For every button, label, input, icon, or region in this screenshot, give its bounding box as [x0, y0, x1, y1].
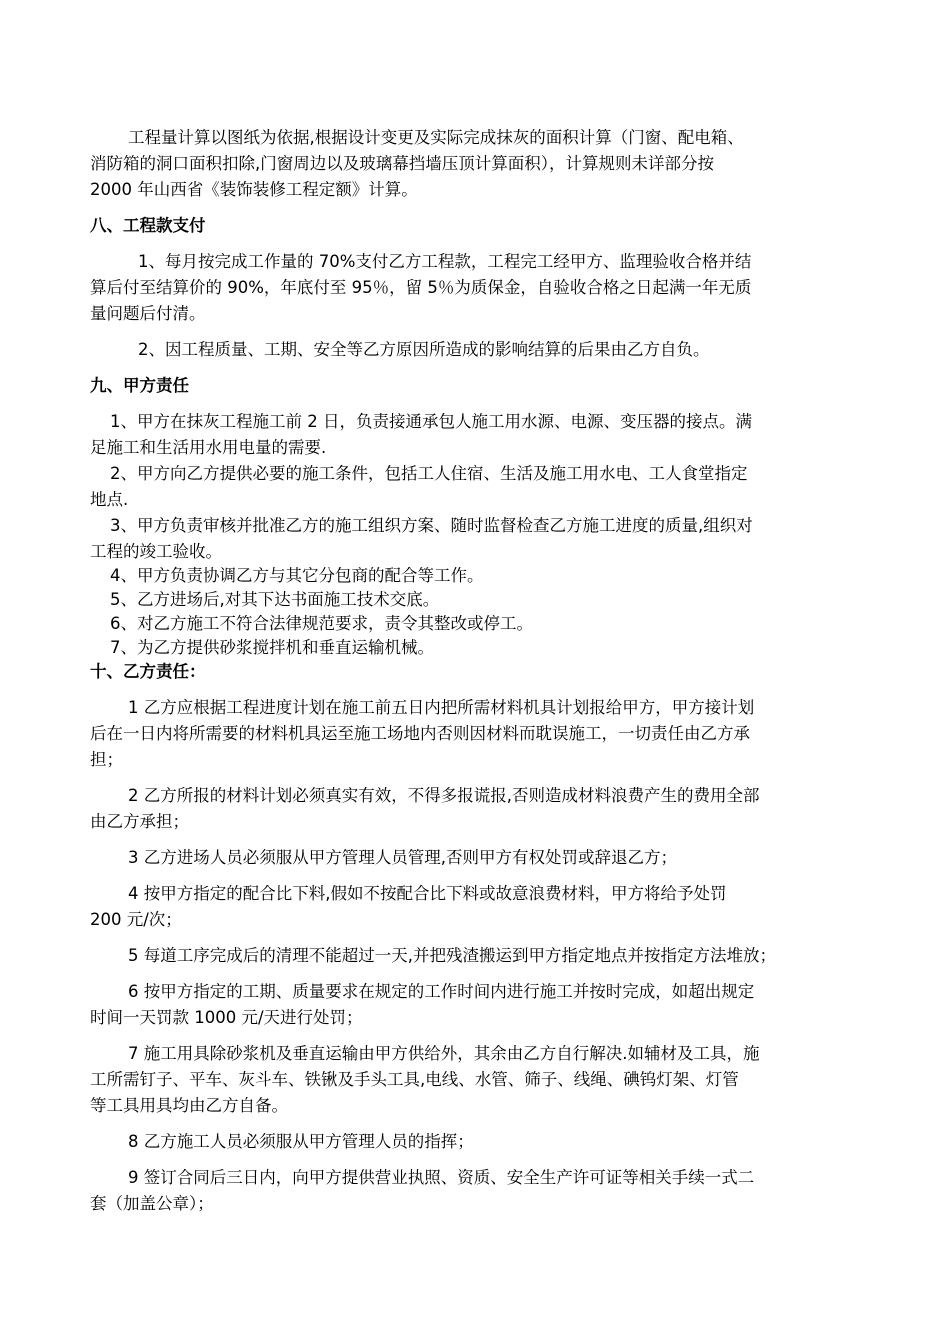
- section-10-line: 等工具用具均由乙方自备。: [90, 1096, 288, 1115]
- section-10-line: 4 按甲方指定的配合比下料,假如不按配合比下料或故意浪费材料，甲方将给予处罚: [128, 884, 727, 903]
- section-10-line: 5 每道工序完成后的清理不能超过一天,并把残渣搬运到甲方指定地点并按指定方法堆放；: [128, 946, 776, 965]
- section-8-heading: 八、工程款支付: [90, 216, 206, 235]
- section-10-line: 6 按甲方指定的工期、质量要求在规定的工作时间内进行施工并按时完成，如超出规定: [128, 982, 755, 1001]
- section-9-line: 1、甲方在抹灰工程施工前 2 日，负责接通承包人施工用水源、电源、变压器的接点。满: [110, 412, 752, 431]
- section-10-line: 7 施工用具除砂浆机及垂直运输由甲方供给外，其余由乙方自行解决.如辅材及工具，施: [128, 1044, 760, 1063]
- section-9-line: 工程的竣工验收。: [90, 542, 222, 561]
- section-8-item-1-line: 算后付至结算价的 90%，年底付至 95％，留 5％为质保金，自验收合格之日起满一年无质: [90, 278, 752, 297]
- section-9-line: 4、甲方负责协调乙方与其它分包商的配合等工作。: [110, 566, 484, 585]
- intro-line: 消防箱的洞口面积扣除,门窗周边以及玻璃幕挡墙压顶计算面积），计算规则未详部分按: [90, 154, 714, 173]
- section-9-line: 2、甲方向乙方提供必要的施工条件，包括工人住宿、生活及施工用水电、工人食堂指定: [110, 464, 748, 483]
- section-8-item-1-line: 1、每月按完成工作量的 70%支付乙方工程款，工程完工经甲方、监理验收合格并结: [138, 252, 752, 271]
- section-10-line: 3 乙方进场人员必须服从甲方管理人员管理,否则甲方有权处罚或辞退乙方；: [128, 848, 677, 867]
- section-10-line: 时间一天罚款 1000 元/天进行处罚；: [90, 1008, 363, 1027]
- section-10-line: 工所需钉子、平车、灰斗车、铁锹及手头工具,电线、水管、筛子、线绳、碘钨灯架、灯管: [90, 1070, 739, 1089]
- section-10-line: 200 元/次；: [90, 910, 182, 929]
- intro-line: 工程量计算以图纸为依据,根据设计变更及实际完成抹灰的面积计算（门窗、配电箱、: [128, 128, 744, 147]
- section-9-line: 3、甲方负责审核并批准乙方的施工组织方案、随时监督检查乙方施工进度的质量,组织对: [110, 516, 753, 535]
- section-9-line: 地点.: [90, 490, 129, 509]
- section-8-item-1-line: 量问题后付清。: [90, 304, 206, 323]
- section-10-line: 2 乙方所报的材料计划必须真实有效，不得多报谎报,否则造成材料浪费产生的费用全部: [128, 786, 760, 805]
- section-10-line: 8 乙方施工人员必须服从甲方管理人员的指挥；: [128, 1132, 474, 1151]
- section-9-line: 7、为乙方提供砂浆搅拌机和垂直运输机械。: [110, 638, 434, 657]
- section-10-line: 9 签订合同后三日内，向甲方提供营业执照、资质、安全生产许可证等相关手续一式二: [128, 1168, 755, 1187]
- section-9-heading: 九、甲方责任: [90, 376, 189, 395]
- section-9-line: 5、乙方进场后,对其下达书面施工技术交底。: [110, 590, 440, 609]
- section-10-heading: 十、乙方责任：: [90, 662, 206, 681]
- section-8-item-2: 2、因工程质量、工期、安全等乙方原因所造成的影响结算的后果由乙方自负。: [138, 340, 710, 359]
- section-10-line: 1 乙方应根据工程进度计划在施工前五日内把所需材料机具计划报给甲方，甲方接计划: [128, 698, 755, 717]
- section-10-line: 后在一日内将所需要的材料机具运至施工场地内否则因材料而耽误施工，一切责任由乙方承: [90, 724, 750, 743]
- section-9-line: 足施工和生活用水用电量的需要.: [90, 438, 327, 457]
- section-10-line: 由乙方承担；: [90, 812, 189, 831]
- intro-line: 2000 年山西省《装饰装修工程定额》计算。: [90, 180, 418, 199]
- section-10-line: 担；: [90, 750, 123, 769]
- section-9-line: 6、对乙方施工不符合法律规范要求，责令其整改或停工。: [110, 614, 533, 633]
- section-10-line: 套（加盖公章）；: [90, 1194, 214, 1213]
